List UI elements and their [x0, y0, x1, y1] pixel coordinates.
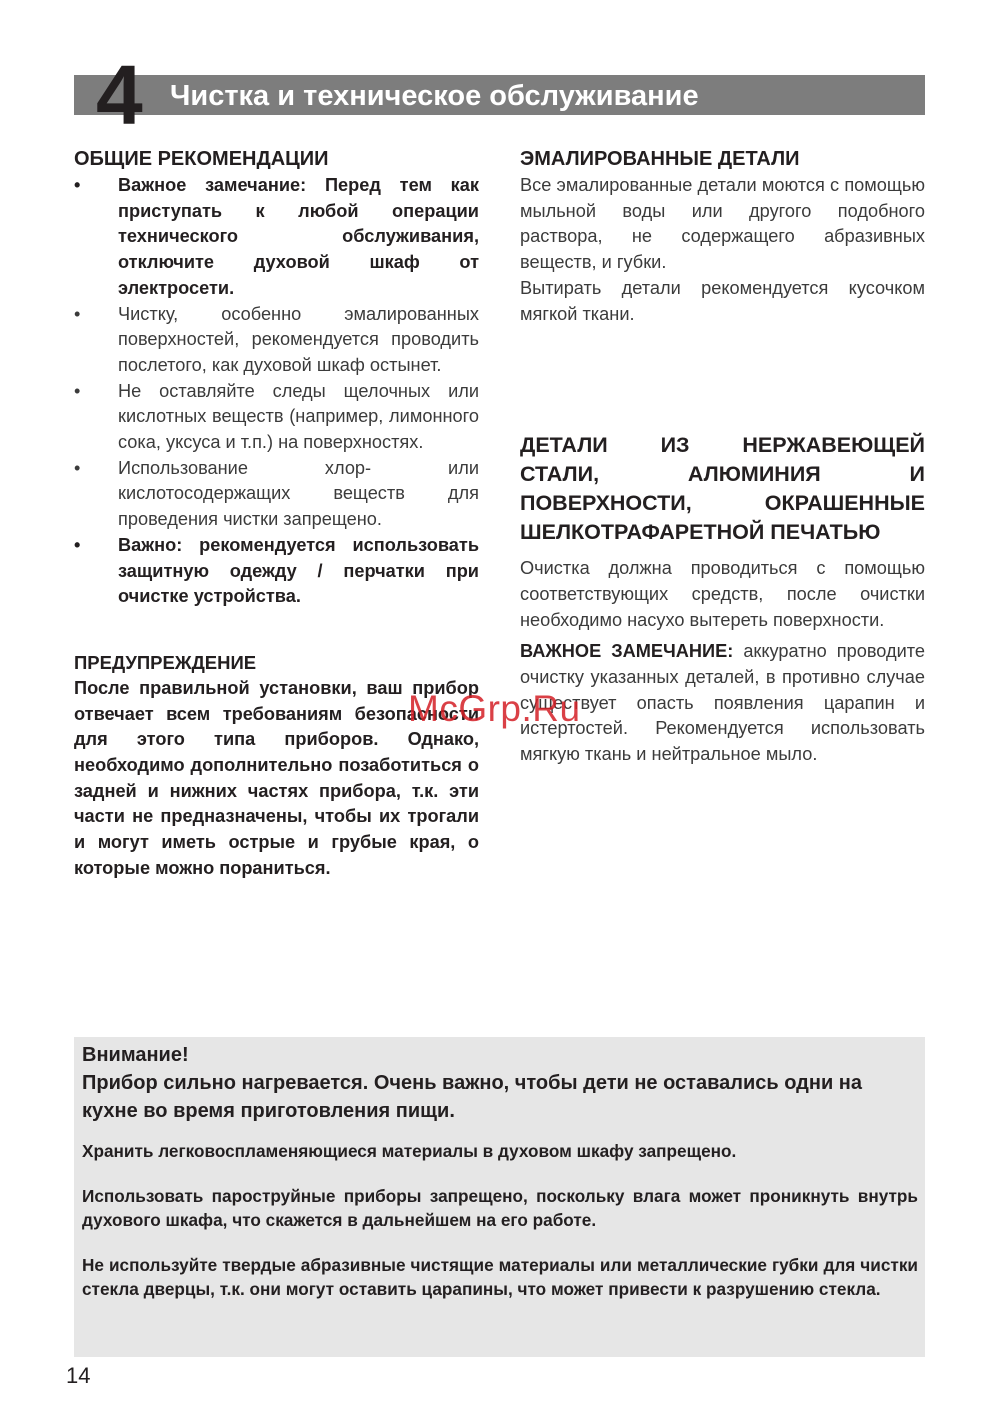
attention-paragraph: Не используйте твердые абразивные чистящие материалы или металлические губки для чистки стекла дверцы, т.к. они могут оставить царапины, что может привести к разрушению стекла. [82, 1254, 918, 1299]
attention-box [74, 1037, 925, 1357]
attention-paragraph: Хранить легковоспламеняющиеся материалы в духовом шкафу запрещено. [82, 1141, 737, 1161]
chapter-number: 4 [96, 48, 143, 142]
page-number: 14 [66, 1363, 91, 1388]
steel-heading [520, 431, 925, 547]
watermark: McGrp.Ru [408, 688, 581, 729]
steel-heading-line: ШЕЛКОТРАФАРЕТНОЙ ПЕЧАТЬЮ [520, 520, 881, 545]
bullet: • [74, 457, 81, 478]
steel-heading-line: ДЕТАЛИ ИЗ НЕРЖАВЕЮЩЕЙ [520, 433, 925, 458]
right-column [520, 146, 925, 768]
left-column [74, 146, 479, 882]
bullet: • [74, 534, 81, 555]
list-item: • Использование хлор- или кислотосодержащих веществ для проведения чистки запрещено. [74, 457, 479, 530]
enamel-text-2: Вытирать детали рекомендуется кусочком мягкой ткани. [520, 277, 925, 324]
warning-text: После правильной установки, ваш прибор отвечает всем требованиям безопасности для этого типа приборов. Однако, необходимо дополнительно позаботиться о задней и нижних частях прибора, т.к. эти части не предназначены, чтобы их трогали и могут иметь острые и грубые края, о которые можно пораниться. [74, 677, 479, 878]
attention-title: Внимание! [82, 1044, 189, 1066]
warning-heading: ПРЕДУПРЕЖДЕНИЕ [74, 651, 257, 673]
attention-content [82, 1041, 918, 1322]
bullet: • [74, 380, 81, 401]
attention-paragraph: Использовать пароструйные приборы запрещено, поскольку влага может проникнуть внутрь духового шкафа, что скажется в дальнейшем на его работе. [82, 1185, 918, 1230]
general-recommendations-list [74, 173, 479, 610]
attention-lead: Прибор сильно нагревается. Очень важно, чтобы дети не оставались одни на кухне во время приготовления пищи. [82, 1072, 863, 1122]
steel-heading-line: ПОВЕРХНОСТИ, ОКРАШЕННЫЕ [520, 491, 925, 516]
steel-heading-line: СТАЛИ, АЛЮМИНИЯ И [520, 462, 925, 487]
enamel-heading: ЭМАЛИРОВАННЫЕ ДЕТАЛИ [520, 148, 800, 170]
list-item: • Чистку, особенно эмалированных поверхностей, рекомендуется проводить послетого, как духовой шкаф остынет. [74, 303, 479, 375]
general-recommendations-heading: ОБЩИЕ РЕКОМЕНДАЦИИ [74, 148, 329, 170]
enamel-text-1: Все эмалированные детали моются с помощью мыльной воды или другого подобного раствора, не содержащего абразивных веществ, и губки. [520, 175, 925, 273]
bullet: • [74, 175, 81, 195]
steel-note-text: аккуратно проводите очистку указанных деталей, в противно случае существует опасть появления царапин и истертостей. Рекомендуется использовать мягкую ткань и нейтральное мыло. [520, 641, 926, 765]
chapter-title: Чистка и техническое обслуживание [170, 80, 699, 112]
steel-note-label: ВАЖНОЕ ЗАМЕЧАНИЕ: [520, 641, 734, 662]
steel-note [520, 639, 925, 768]
bullet: • [74, 303, 81, 324]
steel-text-1: Очистка должна проводиться с помощью соответствующих средств, после очистки необходимо насухо вытереть поверхности. [520, 558, 925, 630]
list-item: • Важно: рекомендуется использовать защитную одежду / перчатки при очистке устройства. [74, 534, 479, 607]
list-item: • Важное замечание: Перед тем как приступать к любой операции технического обслуживания, отключите духовой шкаф от электросети. [74, 175, 479, 298]
list-item: • Не оставляйте следы щелочных или кислотных веществ (например, лимонного сока, уксуса и т.п.) на поверхностях. [74, 380, 479, 453]
